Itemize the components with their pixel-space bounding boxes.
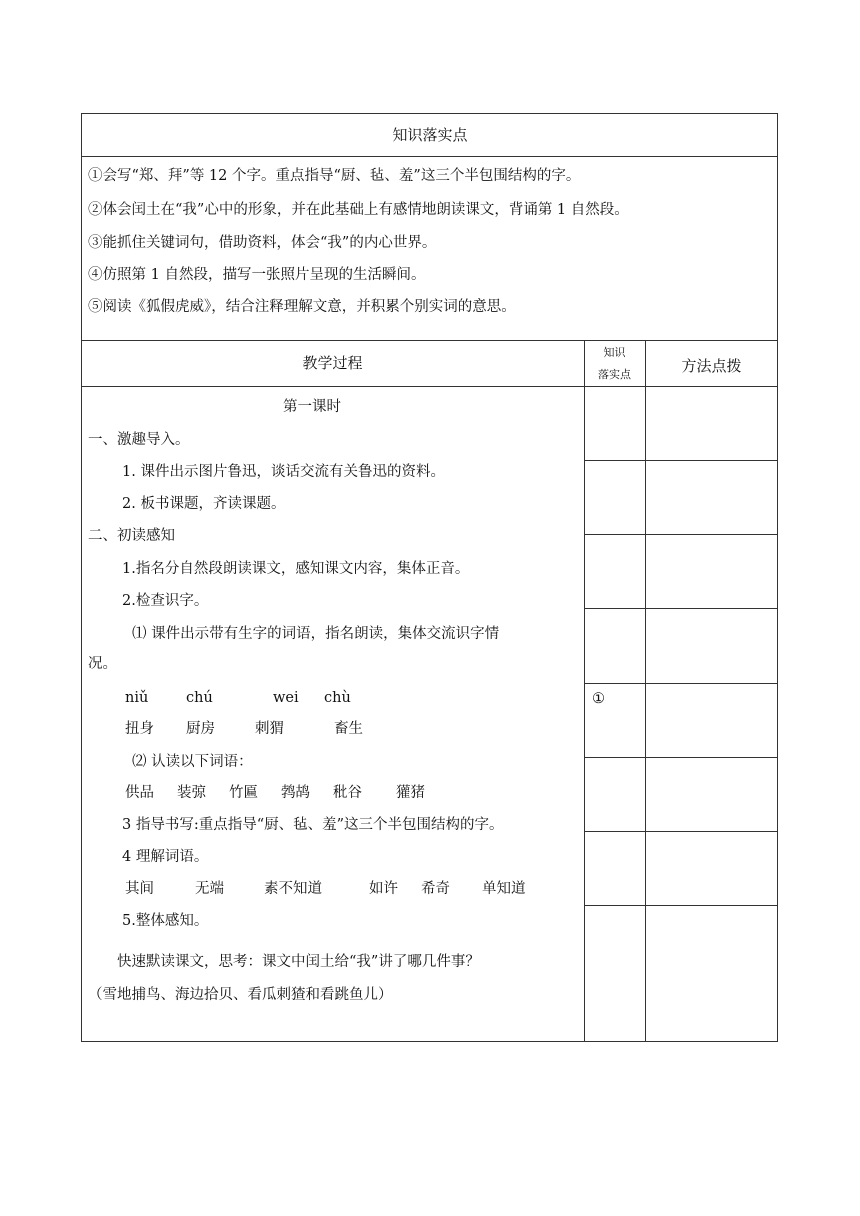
pinyin: wei [273, 690, 299, 706]
section-heading: 二、初读感知 [88, 528, 175, 544]
knowledge-mark: ① [592, 691, 605, 707]
vocabulary-word: 秕谷 [333, 785, 362, 801]
vocabulary-word: 无端 [195, 881, 224, 897]
column-header-method: 方法点拨 [681, 357, 742, 375]
list-item: 5.整体感知。 [122, 913, 209, 929]
section-heading: 一、激趣导入。 [88, 432, 190, 448]
table-rule [81, 340, 778, 341]
list-item: 1. 课件出示图片鲁迅，谈话交流有关鲁迅的资料。 [122, 464, 445, 480]
table-rule [584, 340, 585, 1042]
table-rule [584, 608, 778, 609]
vocabulary-word: 装弶 [177, 785, 206, 801]
table-rule [584, 831, 778, 832]
table-rule [81, 156, 778, 157]
table-rule [645, 340, 646, 1042]
vocabulary-word: 扭身 [125, 721, 154, 737]
list-item: 4 理解词语。 [122, 849, 209, 865]
pinyin: chù [324, 690, 351, 706]
vocabulary-word: 厨房 [186, 721, 215, 737]
list-item: 2. 板书课题，齐读课题。 [122, 496, 286, 512]
vocabulary-word: 鹁鸪 [281, 785, 310, 801]
column-header-process: 教学过程 [302, 354, 363, 372]
table-rule [584, 683, 778, 684]
list-item: 2.检查识字。 [122, 593, 209, 609]
vocabulary-word: 其间 [125, 881, 154, 897]
table-rule [584, 534, 778, 535]
vocabulary-word: 畜生 [334, 721, 363, 737]
pinyin: niǔ [125, 690, 149, 706]
task-answer: （雪地捕鸟、海边拾贝、看瓜刺猹和看跳鱼儿） [88, 987, 393, 1003]
objective-4: ④仿照第 1 自然段，描写一张照片呈现的生活瞬间。 [88, 267, 426, 283]
pinyin: chú [186, 690, 213, 706]
vocabulary-word: 刺猬 [255, 721, 284, 737]
list-item: ⑴ 课件出示带有生字的词语，指名朗读，集体交流识字情 [132, 626, 500, 642]
objective-1: ①会写“郑、拜”等 12 个字。重点指导“厨、毡、羞”这三个半包围结构的字。 [88, 168, 581, 184]
vocabulary-word: 竹匾 [229, 785, 258, 801]
objective-5: ⑤阅读《狐假虎威》，结合注释理解文意，并积累个别实词的意思。 [88, 299, 516, 315]
vocabulary-word: 希奇 [421, 881, 450, 897]
header-title: 知识落实点 [392, 126, 468, 144]
task-question: 快速默读课文，思考：课文中闰土给“我”讲了哪几件事？ [117, 954, 480, 970]
table-rule [584, 460, 778, 461]
vocabulary-word: 单知道 [482, 881, 526, 897]
vocabulary-word: 供品 [125, 785, 154, 801]
objective-2: ②体会闰土在“我”心中的形象，并在此基础上有感情地朗读课文，背诵第 1 自然段。 [88, 202, 629, 218]
column-header-knowledge-line1: 知识 [603, 346, 626, 359]
list-item: ⑵ 认读以下词语： [132, 754, 253, 770]
vocabulary-word: 如许 [369, 881, 398, 897]
objective-3: ③能抓住关键词句，借助资料，体会“我”的内心世界。 [88, 235, 437, 251]
list-item-continuation: 况。 [88, 656, 117, 672]
list-item: 1.指名分自然段朗读课文，感知课文内容，集体正音。 [122, 561, 470, 577]
vocabulary-word: 素不知道 [264, 881, 322, 897]
column-header-knowledge-line2: 落实点 [598, 368, 631, 381]
session-title: 第一课时 [283, 399, 341, 415]
list-item: 3 指导书写:重点指导“厨、毡、羞”这三个半包围结构的字。 [122, 817, 504, 833]
table-rule [81, 386, 778, 387]
table-rule [584, 757, 778, 758]
vocabulary-word: 獾猪 [396, 785, 425, 801]
table-rule [584, 905, 778, 906]
